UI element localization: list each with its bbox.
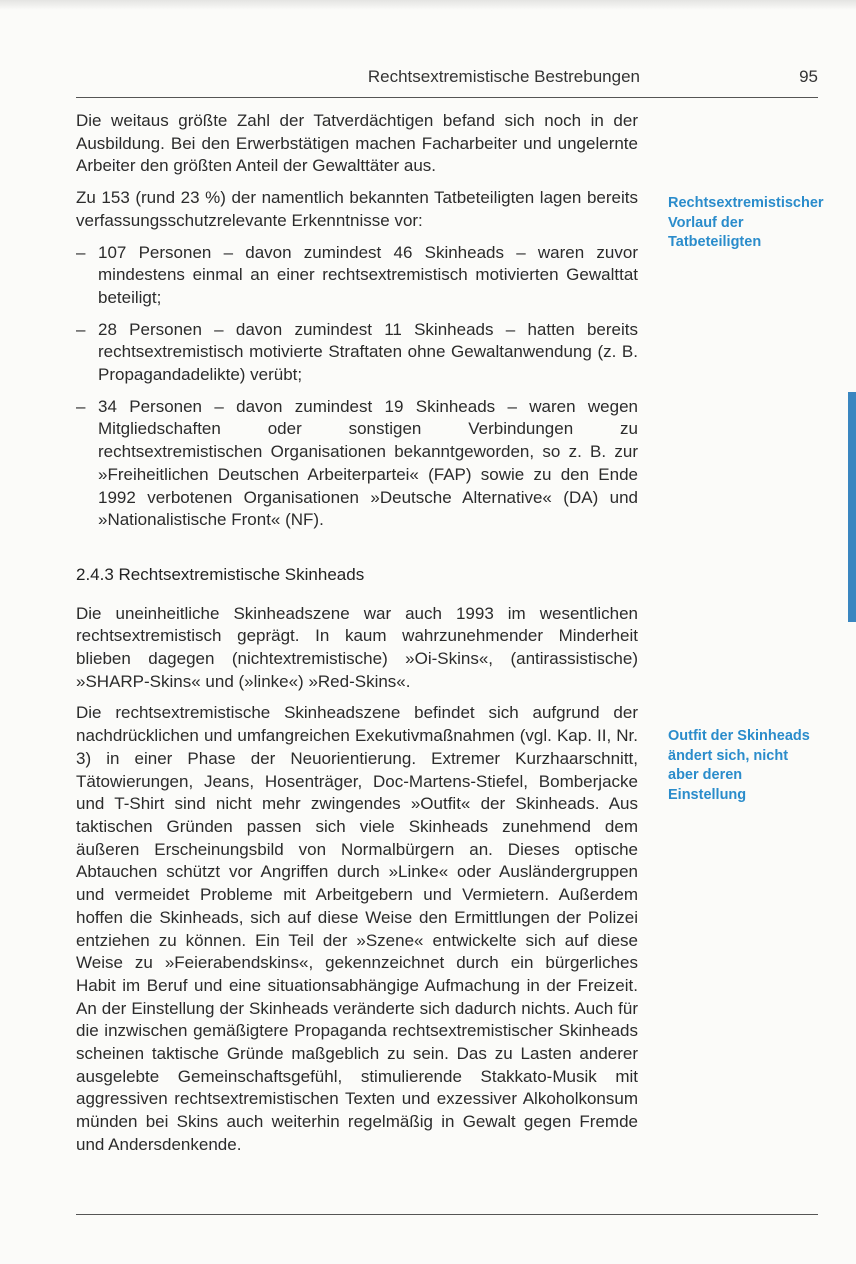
- list-dash: –: [76, 396, 86, 416]
- section-heading: 2.4.3 Rechtsextremistische Skinheads: [76, 564, 365, 584]
- page-number: 95: [799, 67, 818, 86]
- page-top-shade: [0, 0, 856, 10]
- chapter-side-tab: [848, 392, 856, 622]
- list-dash: –: [76, 319, 86, 339]
- list-item: [76, 319, 638, 387]
- list-dash: –: [76, 242, 86, 262]
- margin-note-outfit: Outfit der Skinheads ändert sich, nicht aber deren Einstellung: [668, 728, 810, 803]
- list-item: [76, 242, 638, 310]
- paragraph-reorientation: Die rechtsextremistische Skinheadszene befindet sich aufgrund der nachdrücklichen und umfangreichen Exekutivmaßnahmen (vgl. Kap. II, Nr. 3) in einer Phase der Neuorientierung. Extremer Kurzhaarschnitt, Tätowierungen, Jeans, Hosenträger, Doc-Martens-Stiefel, Bomberjacke und T-Shirt sind nicht mehr zwingendes »Outfit« der Skinheads. Aus taktischen Gründen passen sich viele Skinheads zunehmend dem äußeren Erscheinungsbild von Normalbürgern an. Dieses optische Abtauchen schützt vor Angriffen durch »Linke« oder Ausländergruppen und vermeidet Probleme mit Arbeitgebern und Vermietern. Außerdem hoffen die Skinheads, sich auf diese Weise den Ermittlungen der Polizei entziehen zu können. Ein Teil der »Szene« entwickelte sich auf diese Weise zu »Feierabendskins«, gekennzeichnet durch ein bürgerliches Habit im Beruf und eine situationsabhängige Aufmachung in der Freizeit. An der Einstellung der Skinheads veränderte sich dadurch nichts. Auch für die inzwischen gemäßigtere Propaganda rechtsextremistischer Skinheads scheinen taktische Gründe maßgeblich zu sein. Das zu Lasten anderer ausgelebte Gemeinschaftsgefühl, stimulierende Stakkato-Musik mit aggressiven rechtsextremistischen Texten und exzessiver Alkoholkonsum münden bei Skins auch weiterhin regelmäßig in Gewalt gegen Fremde und Andersdenkende.: [76, 703, 638, 1154]
- running-header: Rechtsextremistische Bestrebungen: [367, 67, 640, 86]
- list-item-text: 34 Personen – davon zumindest 19 Skinheads – waren wegen Mitgliedschaften oder sonstigen Verbindungen zu rechtsextremistischen Organisationen bekanntgeworden, so z. B. zur »Freiheitlichen Deutschen Arbeiterpartei« (FAP) sowie zu den Ende 1992 verbotenen Organisationen »Deutsche Alternative« (DA) und »Nationalistische Front« (NF).: [98, 396, 638, 530]
- main-text-column: [76, 110, 638, 1166]
- paragraph-known-participants: Zu 153 (rund 23 %) der namentlich bekannten Tatbeteiligten lagen bereits verfassungsschutzrelevante Erkenntnisse vor:: [76, 188, 638, 230]
- participant-list: [76, 242, 638, 532]
- list-item-text: 28 Personen – davon zumindest 11 Skinheads – hatten bereits rechtsextremistisch motivierte Straftaten ohne Gewaltanwendung (z. B. Propagandadelikte) verübt;: [98, 319, 638, 385]
- list-item: [76, 396, 638, 532]
- margin-note-prior-record: Rechtsextremistischer Vorlauf der Tatbeteiligten: [668, 195, 824, 250]
- paragraph-skinhead-scene: Die uneinheitliche Skinheadszene war auch 1993 im wesentlichen rechtsextremistisch geprägt. In kaum wahrzunehmender Minderheit blieben dagegen (nichtextremistische) »Oi-Skins«, (antirassistische) »SHARP-Skins« und (»linke«) »Red-Skins«.: [76, 603, 638, 691]
- list-item-text: 107 Personen – davon zumindest 46 Skinheads – waren zuvor mindestens einmal an einer rechtsextremistisch motivierten Gewalttat beteiligt;: [98, 242, 638, 307]
- paragraph-offender-training: Die weitaus größte Zahl der Tatverdächtigen befand sich noch in der Ausbildung. Bei den Erwerbstätigen machen Facharbeiter und ungelernte Arbeiter den größten Anteil der Gewalttäter aus.: [76, 111, 638, 176]
- header-rule: [76, 97, 818, 98]
- footer-rule: [76, 1214, 818, 1215]
